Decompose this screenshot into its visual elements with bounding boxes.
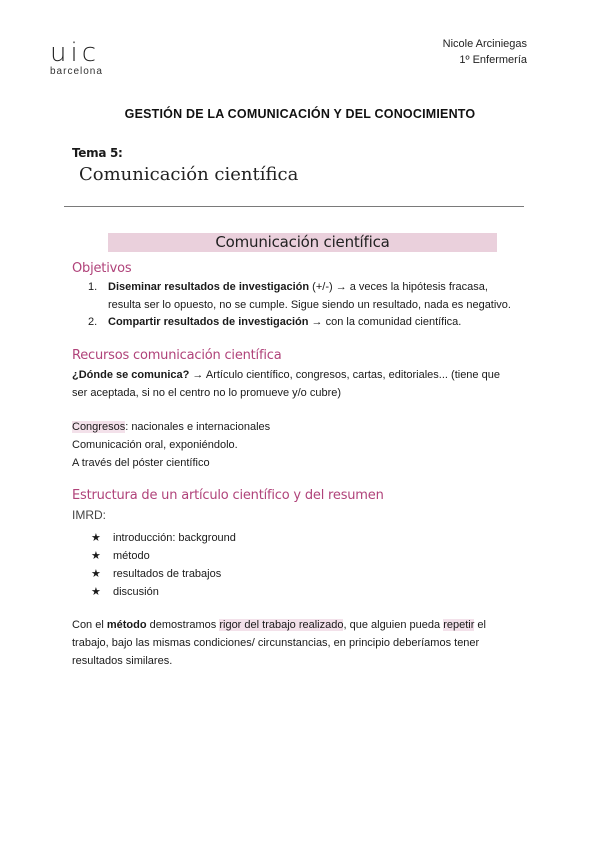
item-bold: Diseminar resultados de investigación xyxy=(108,281,310,293)
document-title: GESTIÓN DE LA COMUNICACIÓN Y DEL CONOCIMIENTO xyxy=(124,107,476,121)
item-bold: Compartir resultados de investigación xyxy=(108,316,309,328)
congresos-highlight: Congresos xyxy=(72,421,126,433)
list-item: ★ introducción: background xyxy=(91,529,236,547)
rigor-highlight: rigor del trabajo realizado xyxy=(219,619,344,631)
list-item: ★ resultados de trabajos xyxy=(91,565,236,583)
imrd-label: IMRD: xyxy=(72,508,106,522)
uic-logo xyxy=(50,38,120,77)
author-name: Nicole Arciniegas xyxy=(442,38,527,50)
imrd-list xyxy=(91,529,236,601)
logo-subtitle: barcelona xyxy=(50,66,103,77)
author-block xyxy=(443,36,527,68)
question-text-line2: ser aceptada, si no el centro no lo promueve y/o cubre) xyxy=(72,387,342,399)
congresos-block xyxy=(72,418,532,472)
metodo-bold: método xyxy=(106,619,147,631)
recursos-question xyxy=(72,366,532,402)
logo-mark: uic xyxy=(50,38,100,68)
list-item: ★ método xyxy=(91,547,236,565)
objetivos-item-1 xyxy=(88,278,538,314)
divider xyxy=(64,206,524,207)
objetivos-heading: Objetivos xyxy=(72,261,132,276)
star-icon: ★ xyxy=(91,586,101,598)
recursos-heading: Recursos comunicación científica xyxy=(72,348,282,363)
item-text: (+/-) → a veces la hipótesis fracasa, xyxy=(309,281,488,293)
section-banner-title: Comunicación científica xyxy=(215,233,390,251)
star-icon: ★ xyxy=(91,568,101,580)
list-item: ★ discusión xyxy=(91,583,236,601)
question-text: → Artículo científico, congresos, cartas, editoriales... (tiene que xyxy=(189,369,500,381)
topic-label: Tema 5: xyxy=(72,146,123,160)
closing-paragraph: Con el método demostramos rigor del trabajo realizado, que alguien pueda repetir el trabajo, bajo las mismas condiciones/ circunstancias, en principio deberíamos tener resultados similares. xyxy=(72,619,486,667)
list-number: 2. xyxy=(88,316,98,328)
question-bold: ¿Dónde se comunica? xyxy=(72,369,190,381)
section-banner xyxy=(108,233,497,252)
poster-line: A través del póster científico xyxy=(72,457,210,469)
list-number: 1. xyxy=(88,281,98,293)
repetir-highlight: repetir xyxy=(443,619,475,631)
congresos-text: : nacionales e internacionales xyxy=(125,421,271,433)
estructura-heading: Estructura de un artículo científico y del resumen xyxy=(72,488,384,503)
objetivos-item-2 xyxy=(88,313,538,331)
star-icon: ★ xyxy=(91,532,101,544)
item-text: → con la comunidad científica. xyxy=(308,316,462,328)
oral-line: Comunicación oral, exponiéndolo. xyxy=(72,439,238,451)
item-text-line2: resulta ser lo opuesto, no se cumple. Sigue siendo un resultado, nada es negativo. xyxy=(108,299,511,311)
author-course: 1º Enfermería xyxy=(459,54,527,66)
star-icon: ★ xyxy=(91,550,101,562)
topic-name: Comunicación científica xyxy=(79,164,299,185)
